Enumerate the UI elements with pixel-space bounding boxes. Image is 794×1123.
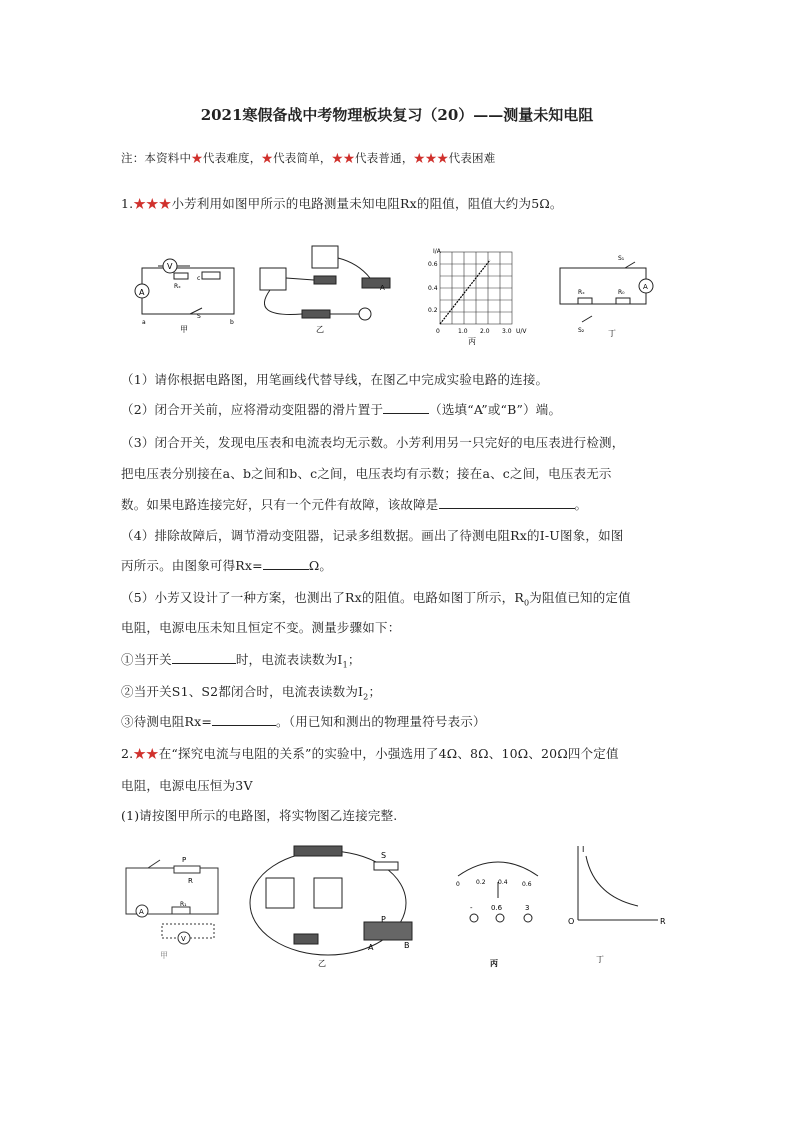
svg-text:b: b: [230, 319, 234, 326]
fig-label-yi: 乙: [316, 325, 324, 334]
q2-sub1: (1)请按图甲所示的电路图，将实物图乙连接完整.: [121, 808, 398, 823]
svg-text:Rₓ: Rₓ: [578, 289, 585, 296]
svg-text:0: 0: [456, 881, 460, 888]
svg-text:A: A: [139, 908, 144, 916]
fig-label-jia: 甲: [180, 325, 188, 334]
q1-figures: [130, 238, 670, 350]
svg-text:0.6: 0.6: [428, 261, 438, 268]
q1-sub5-line1: （5）小芳又设计了一种方案，也测出了Rx的阻值。电路如图丁所示，$R_0$为阻值已知的定值: [121, 590, 631, 608]
q1-stem: 1.★★★小芳利用如图甲所示的电路测量未知电阻Rx的阻值，阻值大约为5Ω。: [121, 196, 563, 211]
svg-text:A: A: [368, 943, 374, 952]
svg-text:0.2: 0.2: [476, 879, 486, 886]
svg-text:S₂: S₂: [578, 327, 585, 334]
answer-blank[interactable]: [212, 713, 276, 726]
svg-text:A: A: [643, 283, 648, 291]
q1-sub2: （2）闭合开关前，应将滑动变阻器的滑片置于 （选填“A”或“B”）端。: [121, 402, 562, 417]
svg-text:-: -: [470, 904, 473, 912]
svg-text:3: 3: [525, 904, 530, 912]
svg-text:0.6: 0.6: [522, 881, 532, 888]
svg-text:P: P: [381, 915, 386, 924]
svg-text:P: P: [182, 856, 187, 864]
svg-text:0.4: 0.4: [428, 285, 438, 292]
star-icon: ★: [191, 151, 203, 165]
fig-label-jia: 甲: [160, 951, 168, 960]
q2-difficulty-stars: ★★: [133, 746, 159, 761]
svg-text:U/V: U/V: [516, 328, 527, 335]
q2-ammeter-dial: [458, 862, 538, 922]
q2-circuit-jia: [126, 860, 218, 944]
svg-text:3.0: 3.0: [502, 328, 512, 335]
svg-text:0.6: 0.6: [491, 904, 503, 912]
svg-text:0.4: 0.4: [498, 879, 508, 886]
q1-sub4-line1: （4）排除故障后，调节滑动变阻器，记录多组数据。画出了待测电阻Rx的I-U图象，如图: [121, 528, 624, 543]
svg-text:2.0: 2.0: [480, 328, 490, 335]
svg-text:1.0: 1.0: [458, 328, 468, 335]
svg-text:0: 0: [436, 328, 440, 335]
svg-text:R₁: R₁: [180, 901, 187, 908]
fig-label-ding: 丁: [596, 955, 604, 964]
q1-apparatus-yi: [260, 246, 390, 320]
q2-figures: [118, 838, 678, 972]
svg-text:Rₓ: Rₓ: [174, 283, 181, 290]
svg-text:I/A: I/A: [433, 248, 441, 255]
svg-text:A: A: [139, 288, 145, 297]
q1-step1: ①当开关 时，电流表读数为$I_1$；: [121, 652, 361, 670]
answer-blank[interactable]: [263, 557, 309, 570]
q1-sub1: （1）请你根据电路图，用笔画线代替导线，在图乙中完成实验电路的连接。: [121, 372, 549, 387]
svg-text:R: R: [660, 917, 666, 926]
answer-blank[interactable]: [383, 401, 429, 414]
svg-text:V: V: [167, 262, 173, 271]
q1-sub4-line2: 丙所示。由图象可得Rx= Ω。: [121, 558, 333, 573]
q1-circuit-jia: [135, 259, 234, 314]
q2-stem-line1: 2.★★在“探究电流与电阻的关系”的实验中，小强选用了4Ω、8Ω、10Ω、20Ω四个定值: [121, 746, 619, 761]
q1-sub3-line3: 数。如果电路连接完好，只有一个元件有故障，该故障是 。: [121, 497, 588, 512]
difficulty-note: 注：本资料中★代表难度，★代表简单，★★代表普通，★★★代表困难: [121, 151, 496, 165]
answer-blank[interactable]: [172, 651, 236, 664]
svg-text:S: S: [197, 313, 201, 320]
svg-text:O: O: [568, 917, 575, 926]
svg-text:R: R: [188, 877, 193, 885]
q1-sub5-line2: 电阻，电源电压未知且恒定不变。测量步骤如下：: [121, 620, 401, 635]
q1-sub3-line1: （3）闭合开关，发现电压表和电流表均无示数。小芳利用另一只完好的电压表进行检测，: [121, 435, 625, 450]
q1-iu-graph: [440, 252, 512, 324]
q1-difficulty-stars: ★★★: [133, 196, 172, 211]
page-title: 2021寒假备战中考物理板块复习（20）——测量未知电阻: [200, 106, 594, 124]
two-star-icon: ★★: [331, 151, 356, 165]
fig-label-yi: 乙: [318, 959, 326, 968]
q1-sub3-line2: 把电压表分别接在a、b之间和b、c之间，电压表均有示数；接在a、c之间，电压表无示: [121, 466, 612, 481]
fig-label-bing: 丙: [490, 959, 498, 968]
q2-stem-line2: 电阻，电源电压恒为3V: [121, 778, 253, 793]
q2-ir-graph: [578, 846, 658, 920]
answer-blank[interactable]: [439, 496, 575, 509]
svg-text:a: a: [142, 319, 146, 326]
svg-text:A: A: [380, 284, 385, 292]
one-star-icon: ★: [261, 151, 274, 165]
three-star-icon: ★★★: [413, 151, 449, 165]
svg-text:B: B: [404, 941, 410, 950]
svg-text:c: c: [197, 275, 201, 282]
svg-text:S₁: S₁: [618, 255, 625, 262]
q1-circuit-ding: [560, 262, 653, 322]
fig-label-ding: 丁: [608, 329, 616, 338]
q2-apparatus-yi: [250, 846, 412, 955]
q1-step2: ②当开关S1、S2都闭合时，电流表读数为$I_2$；: [121, 684, 382, 702]
svg-text:R₀: R₀: [618, 289, 625, 296]
svg-text:0.2: 0.2: [428, 307, 438, 314]
q1-step3: ③待测电阻Rx= 。（用已知和测出的物理量符号表示）: [121, 714, 486, 729]
svg-text:V: V: [181, 935, 186, 943]
svg-text:S: S: [381, 851, 387, 860]
fig-label-bing: 丙: [468, 337, 476, 346]
svg-text:I: I: [582, 845, 585, 854]
